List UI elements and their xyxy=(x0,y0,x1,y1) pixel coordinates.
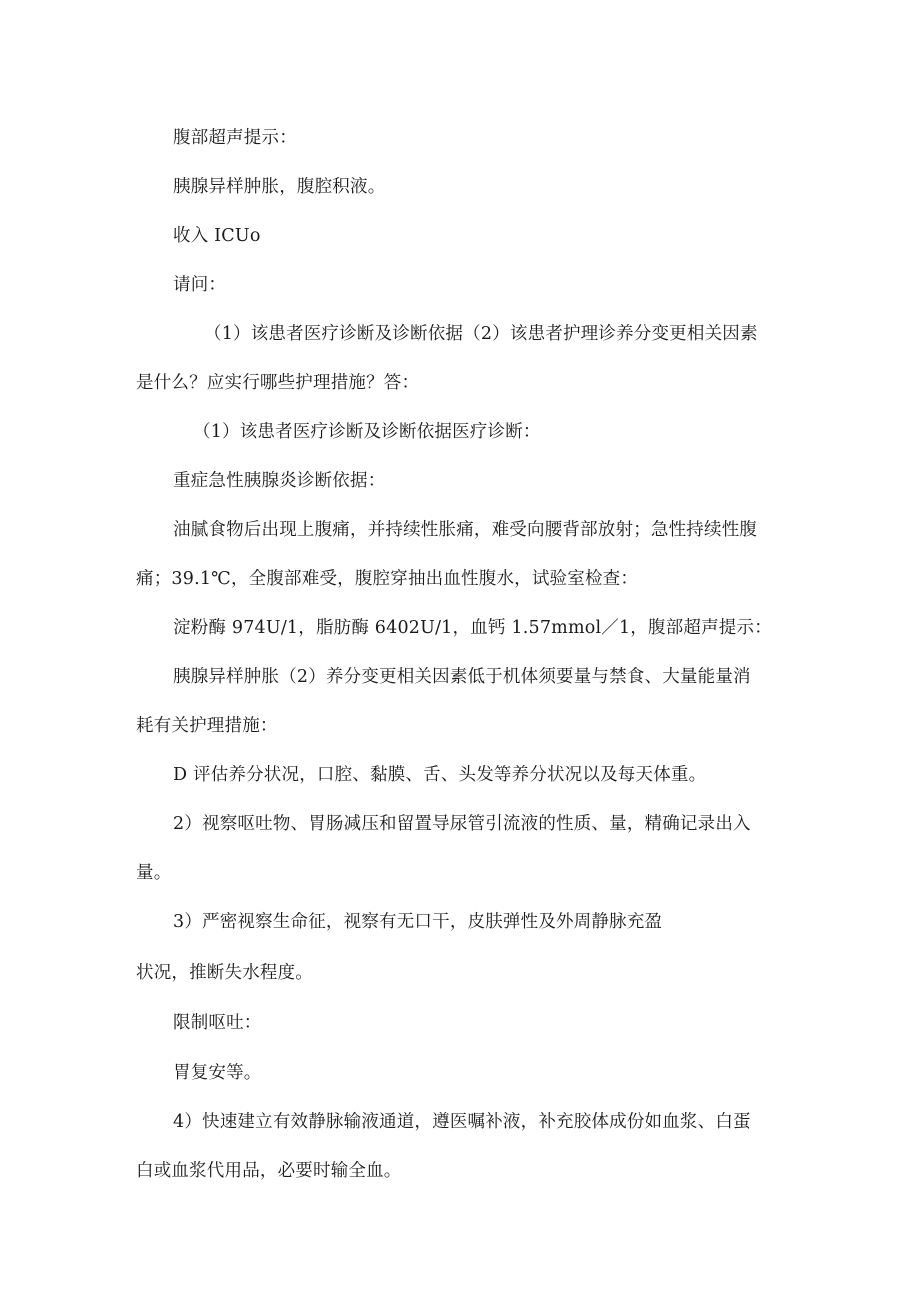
text-line-11: 淀粉酶 974U/1，脂肪酶 6402U/1，血钙 1.57mmol／1，腹部超声提示： xyxy=(173,618,772,638)
text-line-19: 限制呕吐： xyxy=(173,1013,262,1033)
text-line-7: （1）该患者医疗诊断及诊断依据医疗诊断： xyxy=(193,422,541,442)
text-line-8: 重症急性胰腺炎诊断依据： xyxy=(173,471,386,491)
text-line-5: （1）该患者医疗诊断及诊断依据（2）该患者护理诊养分变更相关因素 xyxy=(204,324,758,344)
text-line-6: 是什么？应实行哪些护理措施？答： xyxy=(136,373,420,393)
text-line-14: D 评估养分状况，口腔、黏膜、舌、头发等养分状况以及每天体重。 xyxy=(173,765,707,785)
text-line-22: 白或血浆代用品，必要时输全血。 xyxy=(136,1161,402,1181)
text-line-21: 4）快速建立有效静脉输液通道，遵医嘱补液，补充胶体成份如血浆、白蛋 xyxy=(173,1112,751,1132)
text-line-9: 油腻食物后出现上腹痛，并持续性胀痛，难受向腰背部放射；急性持续性腹 xyxy=(173,520,758,540)
text-line-2: 胰腺异样肿胀，腹腔积液。 xyxy=(173,177,386,197)
text-line-20: 胃复安等。 xyxy=(173,1063,262,1083)
text-line-15: 2）视察呕吐物、胃肠减压和留置导尿管引流液的性质、量，精确记录出入 xyxy=(173,814,751,834)
text-line-4: 请问： xyxy=(173,275,227,295)
text-line-18: 状况，推断失水程度。 xyxy=(136,963,313,983)
text-line-3: 收入 ICUo xyxy=(173,226,261,246)
text-line-10: 痛；39.1℃，全腹部难受，腹腔穿抽出血性腹水，试验室检查： xyxy=(136,569,639,589)
text-line-17: 3）严密视察生命征，视察有无口干，皮肤弹性及外周静脉充盈 xyxy=(173,912,663,932)
text-line-1: 腹部超声提示： xyxy=(173,128,297,148)
text-line-16: 量。 xyxy=(136,863,172,883)
text-line-12: 胰腺异样肿胀（2）养分变更相关因素低于机体须要量与禁食、大量能量消 xyxy=(173,667,751,687)
text-line-13: 耗有关护理措施： xyxy=(136,716,278,736)
